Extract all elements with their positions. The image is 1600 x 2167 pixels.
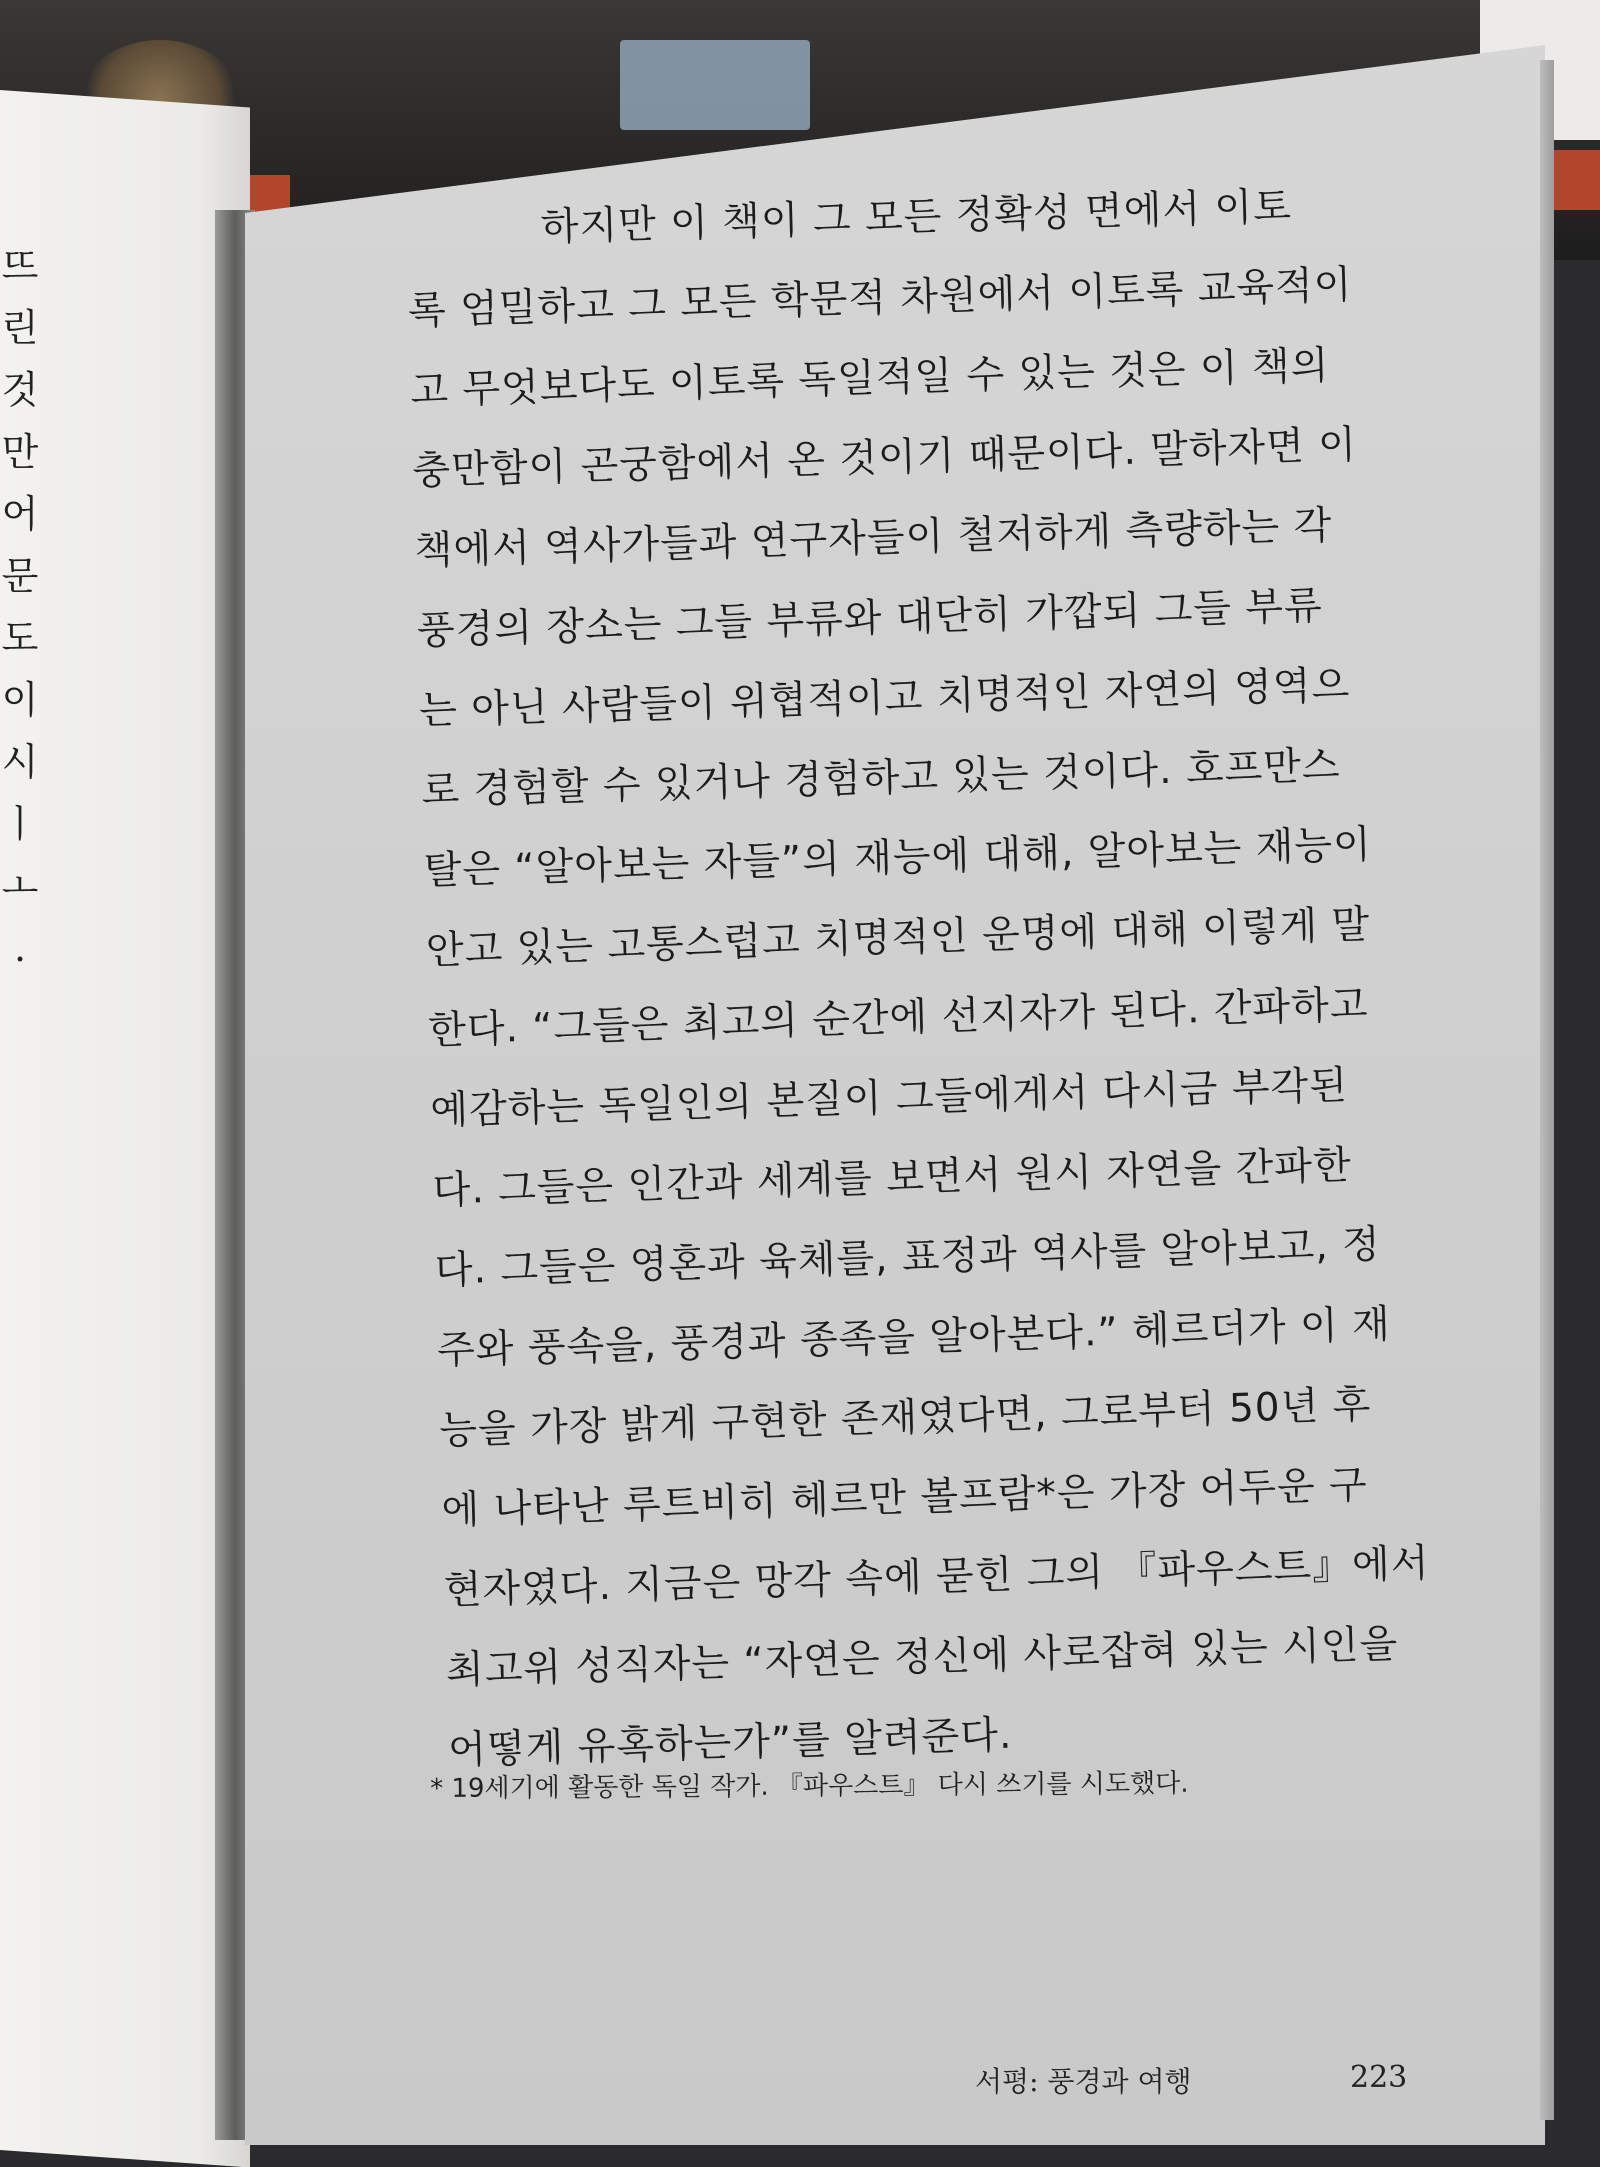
text-line: 주와 풍속을, 풍경과 종족을 알아본다.” 헤르더가 이 재 [436, 1301, 1392, 1374]
left-char: . [13, 926, 27, 970]
text-line: 다. 그들은 인간과 세계를 보면서 원시 자연을 간파한 [432, 1142, 1353, 1214]
left-char: 시 [1, 740, 39, 784]
running-head: 서평: 풍경과 여행 [975, 2065, 1192, 2098]
text-line: 현자였다. 지금은 망각 속에 묻힌 그의 『파우스트』에서 [443, 1540, 1431, 1614]
background-blue-object [620, 40, 810, 130]
text-line: 책에서 역사가들과 연구자들이 철저하게 측량하는 각 [414, 503, 1333, 574]
text-line: 한다. “그들은 최고의 순간에 선지자가 된다. 간파하고 [427, 982, 1370, 1054]
text-line: 어떻게 유혹하는가”를 알려준다. [447, 1712, 1013, 1774]
text-line: 탈은 “알아보는 자들”의 재능에 대해, 알아보는 재능이 [423, 822, 1373, 894]
text-line: 안고 있는 고통스럽고 치명적인 운명에 대해 이렇게 말 [425, 902, 1371, 974]
text-line: 에 나타난 루트비히 헤르만 볼프람*은 가장 어두운 구 [440, 1462, 1369, 1534]
text-line: 하지만 이 책이 그 모든 정확성 면에서 이토 [540, 184, 1293, 251]
text-line: 다. 그들은 영혼과 육체를, 표정과 역사를 알아보고, 정 [434, 1222, 1382, 1294]
page-number: 223 [1350, 2060, 1408, 2095]
left-char: 뜨 [1, 244, 39, 288]
left-char: 도 [1, 616, 39, 660]
text-line: 충만함이 곤궁함에서 온 것이기 때문이다. 말하자면 이 [411, 422, 1358, 494]
left-char: 린 [1, 306, 39, 350]
left-page-text [0, 235, 40, 979]
left-char: 만 [1, 430, 39, 474]
left-char: ㅗ [1, 864, 39, 908]
text-line: 최고위 성직자는 “자연은 정신에 사로잡혀 있는 시인을 [445, 1621, 1399, 1694]
text-line: 능을 가장 밝게 구현한 존재였다면, 그로부터 50년 후 [438, 1382, 1372, 1454]
page-edge [1540, 60, 1554, 2120]
left-char: 것 [1, 368, 39, 412]
text-line: 는 아닌 사람들이 위협적이고 치명적인 자연의 영역으 [418, 662, 1351, 734]
text-line: 로 경험할 수 있거나 경험하고 있는 것이다. 호프만스 [420, 743, 1342, 814]
text-line: 풍경의 장소는 그들 부류와 대단히 가깝되 그들 부류 [416, 583, 1324, 654]
footnote: * 19세기에 활동한 독일 작가. 『파우스트』 다시 쓰기를 시도했다. [430, 1768, 1189, 1804]
left-char: 어 [1, 492, 39, 536]
text-line: 록 엄밀하고 그 모든 학문적 차원에서 이토록 교육적이 [407, 262, 1353, 334]
left-char: 문 [1, 554, 39, 598]
left-char: 이 [1, 678, 39, 722]
text-line: 예감하는 독일인의 본질이 그들에게서 다시금 부각된 [429, 1063, 1349, 1134]
text-line: 고 무엇보다도 이토록 독일적일 수 있는 것은 이 책의 [409, 343, 1330, 414]
left-char: ㅣ [1, 802, 39, 846]
